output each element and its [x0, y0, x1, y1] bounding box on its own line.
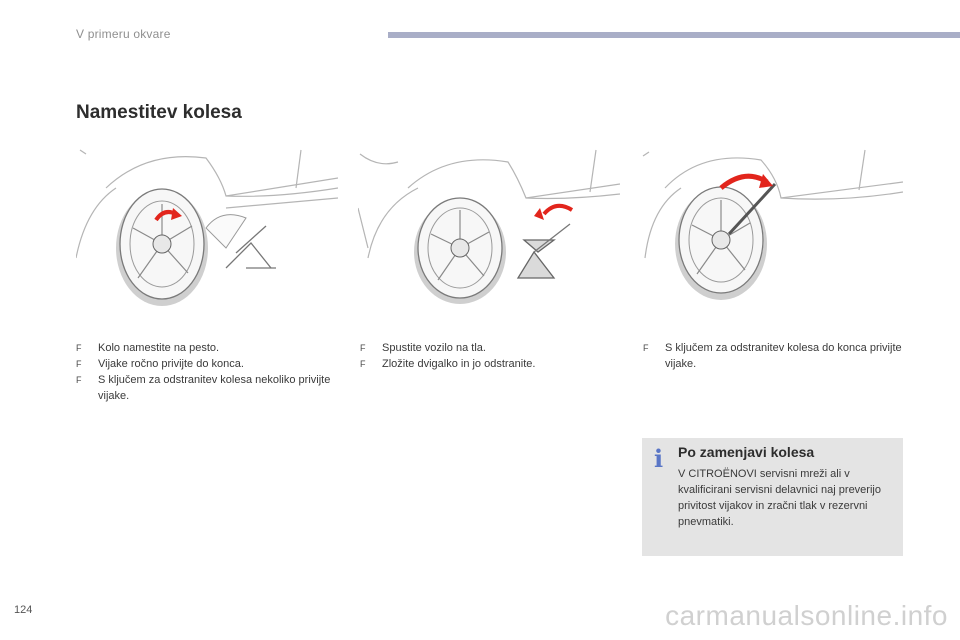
step-text: Spustite vozilo na tla.: [382, 342, 486, 354]
info-text: V CITROËNOVI servisni mreži ali v kvalificirani servisni delavnici naj preverijo privitost vijakov in zračni tlak v rezervni pnevmatiki.: [678, 468, 881, 528]
header-title: V primeru okvare: [76, 27, 171, 41]
list-item: [643, 340, 905, 372]
info-title: Po zamenjavi kolesa: [678, 444, 815, 460]
list-item: [360, 356, 622, 372]
step-text: Zložite dvigalko in jo odstranite.: [382, 358, 536, 370]
bullet-marker: F: [76, 359, 82, 369]
bullet-marker: F: [76, 375, 82, 385]
step-text: Vijake ročno privijte do konca.: [98, 358, 244, 370]
page-number: 124: [14, 604, 33, 616]
step-list-2: [360, 340, 622, 372]
bullet-marker: F: [360, 343, 366, 353]
info-box: [642, 438, 903, 556]
header-bar: [388, 32, 960, 38]
list-item: [76, 356, 338, 372]
info-icon: i: [654, 444, 664, 473]
illustration-mount-wheel: [76, 148, 338, 308]
step-list-1: [76, 340, 338, 404]
list-item: [76, 340, 338, 356]
list-item: [76, 372, 338, 404]
step-text: Kolo namestite na pesto.: [98, 342, 220, 354]
bullet-marker: F: [643, 343, 649, 353]
list-item: [360, 340, 622, 356]
illustration-tighten-bolts: [641, 148, 903, 308]
illustration-lower-vehicle: [358, 148, 620, 308]
step-text: S ključem za odstranitev kolesa nekoliko privijte vijake.: [98, 374, 331, 402]
page-title: Namestitev kolesa: [76, 102, 242, 123]
bullet-marker: F: [76, 343, 82, 353]
step-list-3: [643, 340, 905, 372]
watermark: carmanualsonline.info: [665, 600, 948, 631]
bullet-marker: F: [360, 359, 366, 369]
step-text: S ključem za odstranitev kolesa do konca privijte vijake.: [665, 342, 902, 370]
